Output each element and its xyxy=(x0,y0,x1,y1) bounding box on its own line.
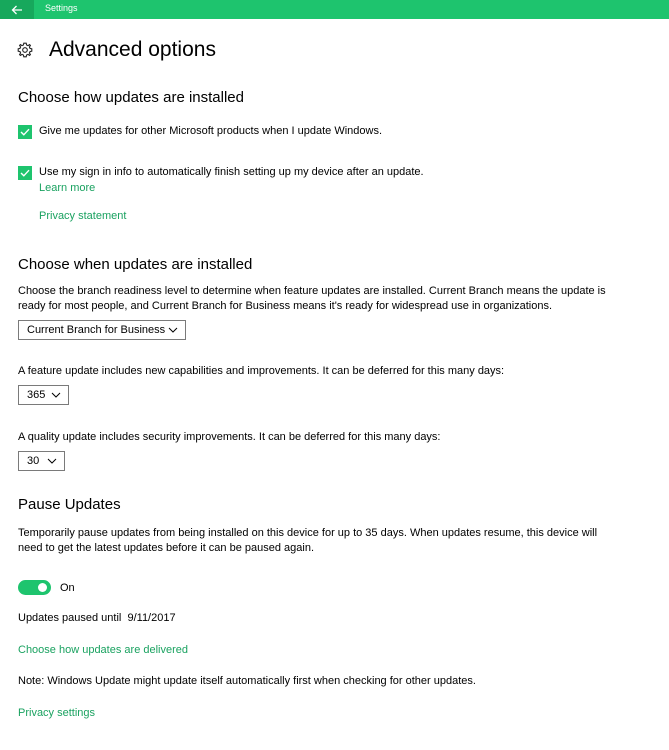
quality-defer-days-value: 30 xyxy=(27,455,40,467)
checkmark-icon xyxy=(20,128,30,136)
branch-readiness-dropdown[interactable] xyxy=(18,320,186,340)
page-header xyxy=(17,38,216,62)
toggle-knob xyxy=(38,583,47,592)
paused-until-text: Updates paused until 9/11/2017 xyxy=(18,612,176,624)
pause-updates-toggle[interactable] xyxy=(18,580,51,595)
quality-update-text: A quality update includes security improvements. It can be deferred for this many days: xyxy=(18,431,441,443)
branch-readiness-value: Current Branch for Business xyxy=(27,324,166,336)
other-products-label: Give me updates for other Microsoft products when I update Windows. xyxy=(39,125,382,137)
title-bar xyxy=(0,0,669,19)
privacy-statement-link[interactable]: Privacy statement xyxy=(39,210,127,222)
privacy-settings-link[interactable]: Privacy settings xyxy=(18,707,96,719)
page-title: Advanced options xyxy=(49,38,216,61)
windows-update-note: Note: Windows Update might update itself automatically first when checking for other updates. xyxy=(18,675,476,687)
quality-defer-days-dropdown[interactable] xyxy=(18,451,65,471)
delivery-options-link[interactable]: Choose how updates are delivered xyxy=(18,644,189,656)
feature-defer-days-dropdown[interactable] xyxy=(18,385,69,405)
sign-in-info-checkbox[interactable] xyxy=(18,166,32,180)
pause-section-heading: Pause Updates xyxy=(18,496,121,513)
chevron-down-icon xyxy=(51,391,61,399)
other-products-checkbox[interactable] xyxy=(18,125,32,139)
pause-description: Temporarily pause updates from being installed on this device for up to 35 days. When updates resume, this device will need to get the latest updates before it can be paused again. xyxy=(18,527,598,554)
checkmark-icon xyxy=(20,169,30,177)
feature-defer-days-value: 365 xyxy=(27,389,46,401)
sign-in-info-label: Use my sign in info to automatically finish setting up my device after an update. xyxy=(39,166,424,178)
when-section-heading: Choose when updates are installed xyxy=(18,256,253,273)
feature-update-text: A feature update includes new capabilities and improvements. It can be deferred for this many days: xyxy=(18,365,505,377)
toggle-state-label: On xyxy=(60,582,75,594)
chevron-down-icon xyxy=(47,457,57,465)
chevron-down-icon xyxy=(168,326,178,334)
back-button[interactable] xyxy=(0,0,34,19)
back-arrow-icon xyxy=(11,5,23,15)
branch-description: Choose the branch readiness level to determine when feature updates are installed. Current Branch means the update is ready for most people, and Current Branch for Business means it's ready for widespread use in organizations. xyxy=(18,285,606,312)
window-title: Settings xyxy=(45,3,78,13)
learn-more-link[interactable]: Learn more xyxy=(39,182,96,194)
install-section-heading: Choose how updates are installed xyxy=(18,89,244,106)
gear-icon xyxy=(17,42,33,58)
